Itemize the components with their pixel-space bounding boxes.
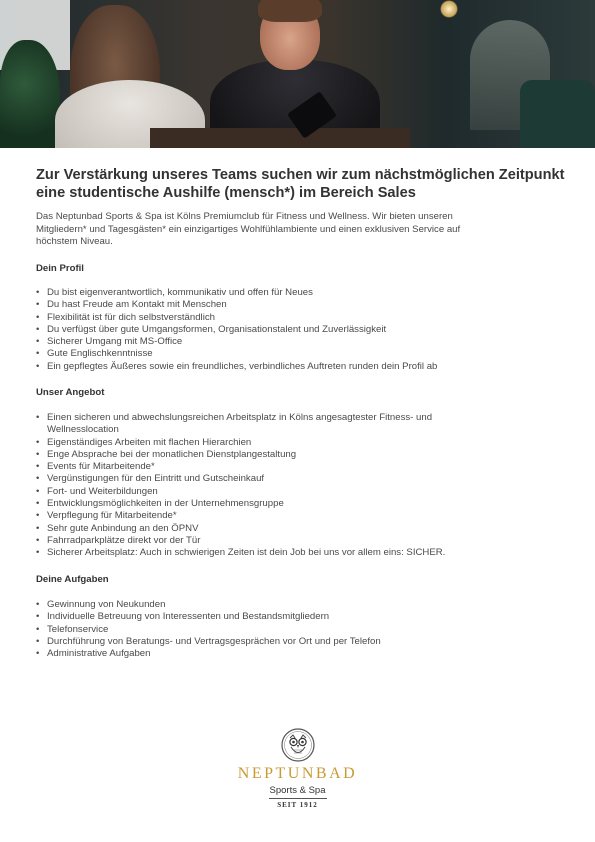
lamp xyxy=(440,0,458,18)
intro-line: Mitgliedern* und Tagesgästen* ein einzigartiges Wohlfühlambiente und einen exklusiven Service auf xyxy=(36,223,461,235)
man-hair xyxy=(258,0,322,22)
section-heading-angebot: Unser Angebot xyxy=(36,387,105,398)
brand-established: SEIT 1912 xyxy=(277,801,318,809)
list-item: • Du verfügst über gute Umgangsformen, Organisationstalent und Zuverlässigkeit xyxy=(36,324,437,336)
aufgaben-list xyxy=(36,599,381,660)
divider xyxy=(269,798,327,799)
angebot-list xyxy=(36,412,445,560)
list-item: • Administrative Aufgaben xyxy=(36,648,381,660)
neptunbad-logo xyxy=(0,728,595,809)
list-item: • Verpflegung für Mitarbeitende* xyxy=(36,510,445,522)
list-item: • Flexibilität ist für dich selbstverständlich xyxy=(36,312,437,324)
list-item: • Gewinnung von Neukunden xyxy=(36,599,381,611)
plant xyxy=(0,40,60,148)
list-item: • Gute Englischkenntnisse xyxy=(36,348,437,360)
list-item: • Eigenständiges Arbeiten mit flachen Hierarchien xyxy=(36,437,445,449)
intro-line: höchstem Niveau. xyxy=(36,236,113,247)
list-item: • Vergünstigungen für den Eintritt und Gutscheinkauf xyxy=(36,473,445,485)
armchair xyxy=(520,80,595,148)
list-item: • Fahrradparkplätze direkt vor der Tür xyxy=(36,535,445,547)
list-item: • Ein gepflegtes Äußeres sowie ein freundliches, verbindliches Auftreten runden dein Profil ab xyxy=(36,361,437,373)
list-item: • Sehr gute Anbindung an den ÖPNV xyxy=(36,523,445,535)
job-title-line: Zur Verstärkung unseres Teams suchen wir zum nächstmöglichen Zeitpunkt xyxy=(36,167,565,183)
brand-name: NEPTUNBAD xyxy=(237,765,358,782)
table xyxy=(150,128,410,148)
section-heading-profil: Dein Profil xyxy=(36,263,84,274)
list-item: • Individuelle Betreuung von Interessenten und Bestandsmitgliedern xyxy=(36,611,381,623)
list-item: • Du hast Freude am Kontakt mit Menschen xyxy=(36,299,437,311)
list-item xyxy=(36,412,445,437)
intro-line: Das Neptunbad Sports & Spa ist Kölns Premiumclub für Fitness und Wellness. Wir bieten unseren xyxy=(36,211,453,222)
list-item: • Fort- und Weiterbildungen xyxy=(36,486,445,498)
list-item-line: Wellnesslocation xyxy=(47,424,119,436)
list-item: • Durchführung von Beratungs- und Vertragsgesprächen vor Ort und per Telefon xyxy=(36,636,381,648)
list-item: • Telefonservice xyxy=(36,624,381,636)
list-item: • Events für Mitarbeitende* xyxy=(36,461,445,473)
list-item-line: • Einen sicheren und abwechslungsreichen Arbeitsplatz in Kölns angesagtester Fitness- und xyxy=(47,412,433,423)
list-item: • Entwicklungsmöglichkeiten in der Unternehmensgruppe xyxy=(36,498,445,510)
profil-list xyxy=(36,287,437,373)
list-item: • Enge Absprache bei der monatlichen Dienstplangestaltung xyxy=(36,449,445,461)
list-item: • Du bist eigenverantwortlich, kommunikativ und offen für Neues xyxy=(36,287,437,299)
job-title xyxy=(36,166,576,202)
section-heading-aufgaben: Deine Aufgaben xyxy=(36,574,109,585)
job-title-line: eine studentische Aushilfe (mensch*) im Bereich Sales xyxy=(36,185,416,201)
brand-subtitle: Sports & Spa xyxy=(269,785,326,796)
list-item: • Sicherer Umgang mit MS-Office xyxy=(36,336,437,348)
owl-icon xyxy=(281,728,315,762)
list-item: • Sicherer Arbeitsplatz: Auch in schwierigen Zeiten ist dein Job bei uns vor allem eins: SICHER. xyxy=(36,547,445,559)
intro-text xyxy=(36,211,556,249)
hero-photo xyxy=(0,0,595,148)
